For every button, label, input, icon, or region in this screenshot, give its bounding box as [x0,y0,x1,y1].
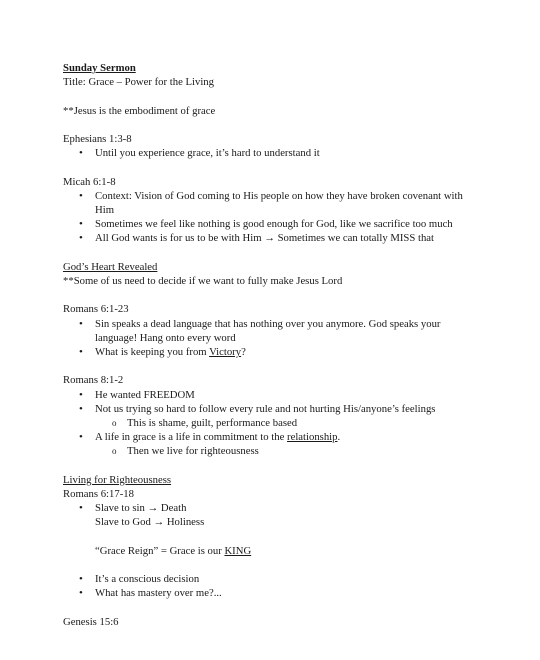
section-heading-living: Living for Righteousness [63,473,172,486]
sermon-title: Title: Grace – Power for the Living [63,76,214,89]
scripture-ref-romans-6-17: Romans 6:17-18 [63,487,134,500]
list-item: • Until you experience grace, it’s hard to understand it [63,146,475,160]
scripture-ref-romans-8: Romans 8:1-2 [63,374,124,387]
romans-6-list [63,317,473,360]
spacer [63,89,473,103]
item-text: Slave to God → Holiness [95,516,205,529]
list-item: • It’s a conscious decision [63,572,475,586]
relationship-underlined: relationship [287,431,338,444]
spacer [63,246,473,260]
spacer [63,558,473,572]
spacer [63,160,473,174]
scripture-ref-ephesians: Ephesians 1:3-8 [63,132,132,145]
sub-list-item: o This is shame, guilt, performance based [63,416,475,430]
gods-heart-note: **Some of us need to decide if we want to fully make Jesus Lord [63,274,343,287]
list-item: • He wanted FREEDOM [63,388,475,402]
spacer [63,530,473,544]
section-heading-gods-heart: God’s Heart Revealed [63,260,158,273]
sub-list [95,416,475,430]
romans-8-list [63,388,473,459]
document-heading: Sunday Sermon [63,62,136,74]
king-underlined: KING [224,544,252,557]
spacer [63,288,473,302]
scripture-ref-genesis: Genesis 15:6 [63,615,119,628]
living-list-2 [63,572,473,600]
micah-list [63,189,473,246]
grace-reign-line [63,544,473,558]
item-text: Not us trying so hard to follow every rule and not hurting His/anyone’s feelings [95,402,436,415]
spacer [63,459,473,473]
list-item [63,345,475,359]
item-text: ? [241,345,246,358]
list-item [63,501,475,529]
sermon-notes-document [63,61,473,629]
spacer [63,601,473,615]
list-item [63,402,475,430]
sub-list [95,444,475,458]
item-text: . [337,431,341,444]
embodiment-note: **Jesus is the embodiment of grace [63,104,216,117]
scripture-ref-romans-6: Romans 6:1-23 [63,303,129,316]
living-list [63,501,473,529]
list-item: • Sin speaks a dead language that has nothing over you anymore. God speaks your language! Hang onto every word [63,317,475,345]
item-text: • Slave to sin → Death [95,502,187,515]
item-text: “Grace Reign” = Grace is our [95,544,225,557]
item-text: A life in grace is a life in commitment to the [95,431,288,444]
sub-list-item: o Then we live for righteousness [63,444,475,458]
spacer [63,359,473,373]
list-item: • Sometimes we feel like nothing is good enough for God, like we sacrifice too much [63,217,475,231]
item-text: What is keeping you from [95,345,210,358]
list-item [63,430,475,458]
spacer [63,118,473,132]
victory-underlined: Victory [209,345,242,358]
list-item: • All God wants is for us to be with Him → Sometimes we can totally MISS that [63,231,475,245]
scripture-ref-micah: Micah 6:1-8 [63,175,116,188]
list-item: • Context: Vision of God coming to His people on how they have broken covenant with Him [63,189,475,217]
list-item: • What has mastery over me?... [63,586,475,600]
ephesians-list [63,146,473,160]
